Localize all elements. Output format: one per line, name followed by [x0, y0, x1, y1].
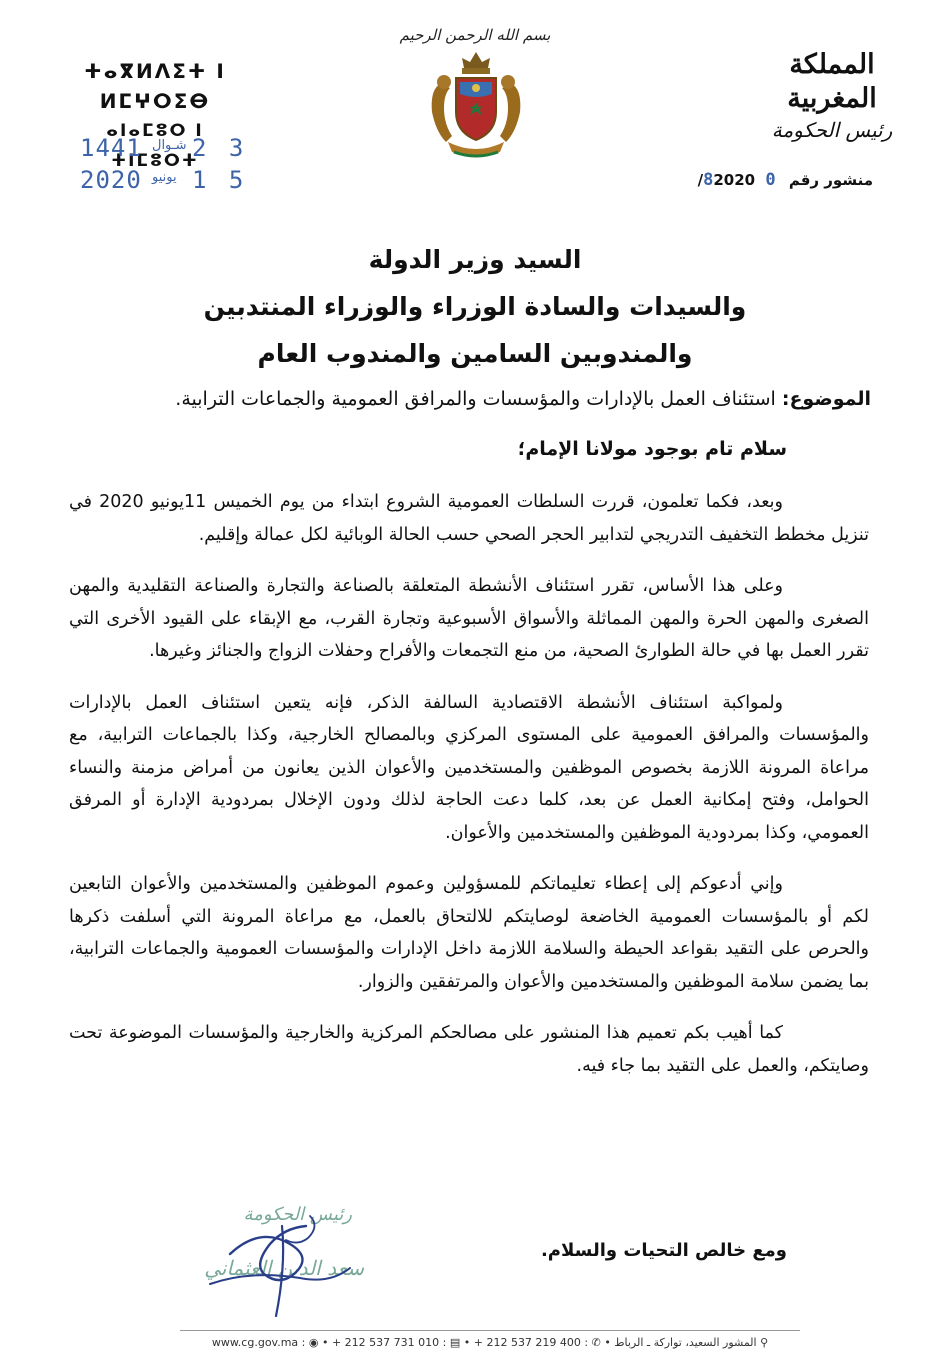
hijri-date — [80, 132, 260, 162]
circular-year: 2020/ — [697, 171, 756, 189]
addressee-line: السيد وزير الدولة — [368, 245, 582, 274]
signature-title: رئيس الحكومة — [243, 1204, 352, 1225]
body-paragraph: ولمواكبة استئناف الأنشطة الاقتصادية السالفة الذكر، فإنه يتعين استئناف العمل بالإدارات والمؤسسات والمرافق العمومية على المستوى المركزي وبالمصالح الخارجية، وكذا بالجماعات الترابية، مع مراعاة المرونة اللازمة بخصوص الموظفين والمستخدمين والأعوان الذين يعانون من أمراض مزمنة والنساء الحوامل، وفتح إمكانية العمل عن بعد، كلما دعت الحاجة لذلك ودون الإخلال بمردودية الإدارة أو المرفق العمومي، وكذا بمردودية الموظفين والمستخدمين والأعوان. — [69, 692, 869, 843]
kingdom-letterhead — [757, 48, 907, 144]
footer-divider — [180, 1330, 800, 1331]
tifinagh-office: ⴰⵏⴰⵎⵓⵔ ⵏ ⵜⵏⵎⵓⵔⵜ — [106, 121, 204, 171]
body-paragraph: كما أهيب بكم تعميم هذا المنشور على مصالحكم المركزية والخارجية والمؤسسات الموضوعة تحت وصايتكم، والعمل على التقيد بما جاء فيه. — [69, 1023, 869, 1076]
body-paragraph: وإني أدعوكم إلى إعطاء تعليماتكم للمسؤولين وعموم الموظفين والمستخدمين والأعوان التابعين لكم أو بالمؤسسات العمومية الخاضعة لوصايتكم للالتحاق بالعمل، مع مراعاة المرونة التي أسلفت ذكرها والحرص على التقيد بقواعد الحيطة والسلامة اللازمة داخل الإدارات والمؤسسات العمومية والجماعات الترابية، بما يضمن سلامة الموظفين والمستخدمين والأعوان والمرتفقين والزوار. — [69, 874, 869, 992]
footer-contact — [180, 1336, 800, 1349]
letter-body — [69, 486, 869, 1101]
closing-salutation: ومع خالص التحيات والسلام. — [540, 1240, 787, 1261]
subject-line — [71, 384, 871, 414]
signature-stamp — [190, 1196, 370, 1320]
hijri-month: شـوال — [152, 138, 187, 153]
addressee-block — [110, 236, 840, 377]
gregorian-year: 2020 — [80, 166, 142, 194]
royal-coat-of-arms-icon — [424, 48, 528, 168]
gregorian-month: يونيو — [152, 170, 177, 185]
fax-number: + 212 537 731 010 — [331, 1336, 440, 1349]
hijri-day: 2 3 — [192, 134, 248, 162]
addressee-line: والمندوبين السامين والمندوب العام — [257, 339, 693, 368]
website-link[interactable]: www.cg.gov.ma — [211, 1336, 299, 1349]
signature-name: سعد الدين العثماني — [204, 1256, 364, 1280]
circular-label: منشور رقم — [788, 171, 873, 189]
body-paragraph: وعلى هذا الأساس، تقرر استئناف الأنشطة المتعلقة بالصناعة والتجارة والصناعة التقليدية والمهن الصغرى والمهن الحرة والمهن المماثلة والأسواق الأسبوعية وتجارة القرب، مع الإبقاء على القيود الأخرى التي تقرر العمل بها في حالة الطوارئ الصحية، من منع التجمعات والأفراح وحفلات الزواج والجنائز وغيرها. — [69, 576, 869, 661]
circular-num-value: 0 8 — [703, 170, 776, 190]
greeting: سلام تام بوجود مولانا الإمام؛ — [517, 438, 787, 460]
location-pin-icon: ⚲ — [760, 1336, 769, 1349]
fax-icon: : ▤ • — [442, 1336, 471, 1349]
addressee-line: والسيدات والسادة الوزراء والوزراء المنتدبين — [203, 292, 747, 321]
basmala-calligraphy: بسم الله الرحمن الرحيم — [399, 26, 551, 44]
tifinagh-kingdom: ⵜⴰⴳⵍⴷⵉⵜ ⵏ ⵍⵎⵖⵔⵉⴱ — [84, 59, 226, 113]
address-text: المشور السعيد، تواركة ـ الرباط — [614, 1336, 757, 1349]
office-name: رئيس الحكومة — [771, 118, 893, 142]
date-stamp — [80, 132, 260, 196]
body-paragraph: وبعد، فكما تعلمون، قررت السلطات العمومية الشروع ابتداء من يوم الخميس 11يونيو 2020 في تنزيل مخطط التخفيف التدريجي لتدابير الحجر الصحي حسب الحالة الوبائية لكل عمالة وإقليم. — [69, 492, 869, 545]
subject-text: استئناف العمل بالإدارات والمؤسسات والمرافق العمومية والجماعات الترابية. — [175, 388, 782, 410]
circular-number — [698, 170, 873, 190]
phone-icon: : ✆ • — [584, 1336, 611, 1349]
subject-label: الموضوع: — [781, 388, 871, 410]
gregorian-date — [80, 164, 260, 194]
hijri-year: 1441 — [80, 134, 142, 162]
globe-icon: : ◉ • — [301, 1336, 329, 1349]
phone-number: + 212 537 219 400 — [473, 1336, 581, 1349]
kingdom-name: المملكة المغربية — [787, 49, 877, 114]
handwritten-signature-icon — [190, 1196, 370, 1320]
gregorian-day: 1 5 — [192, 166, 248, 194]
